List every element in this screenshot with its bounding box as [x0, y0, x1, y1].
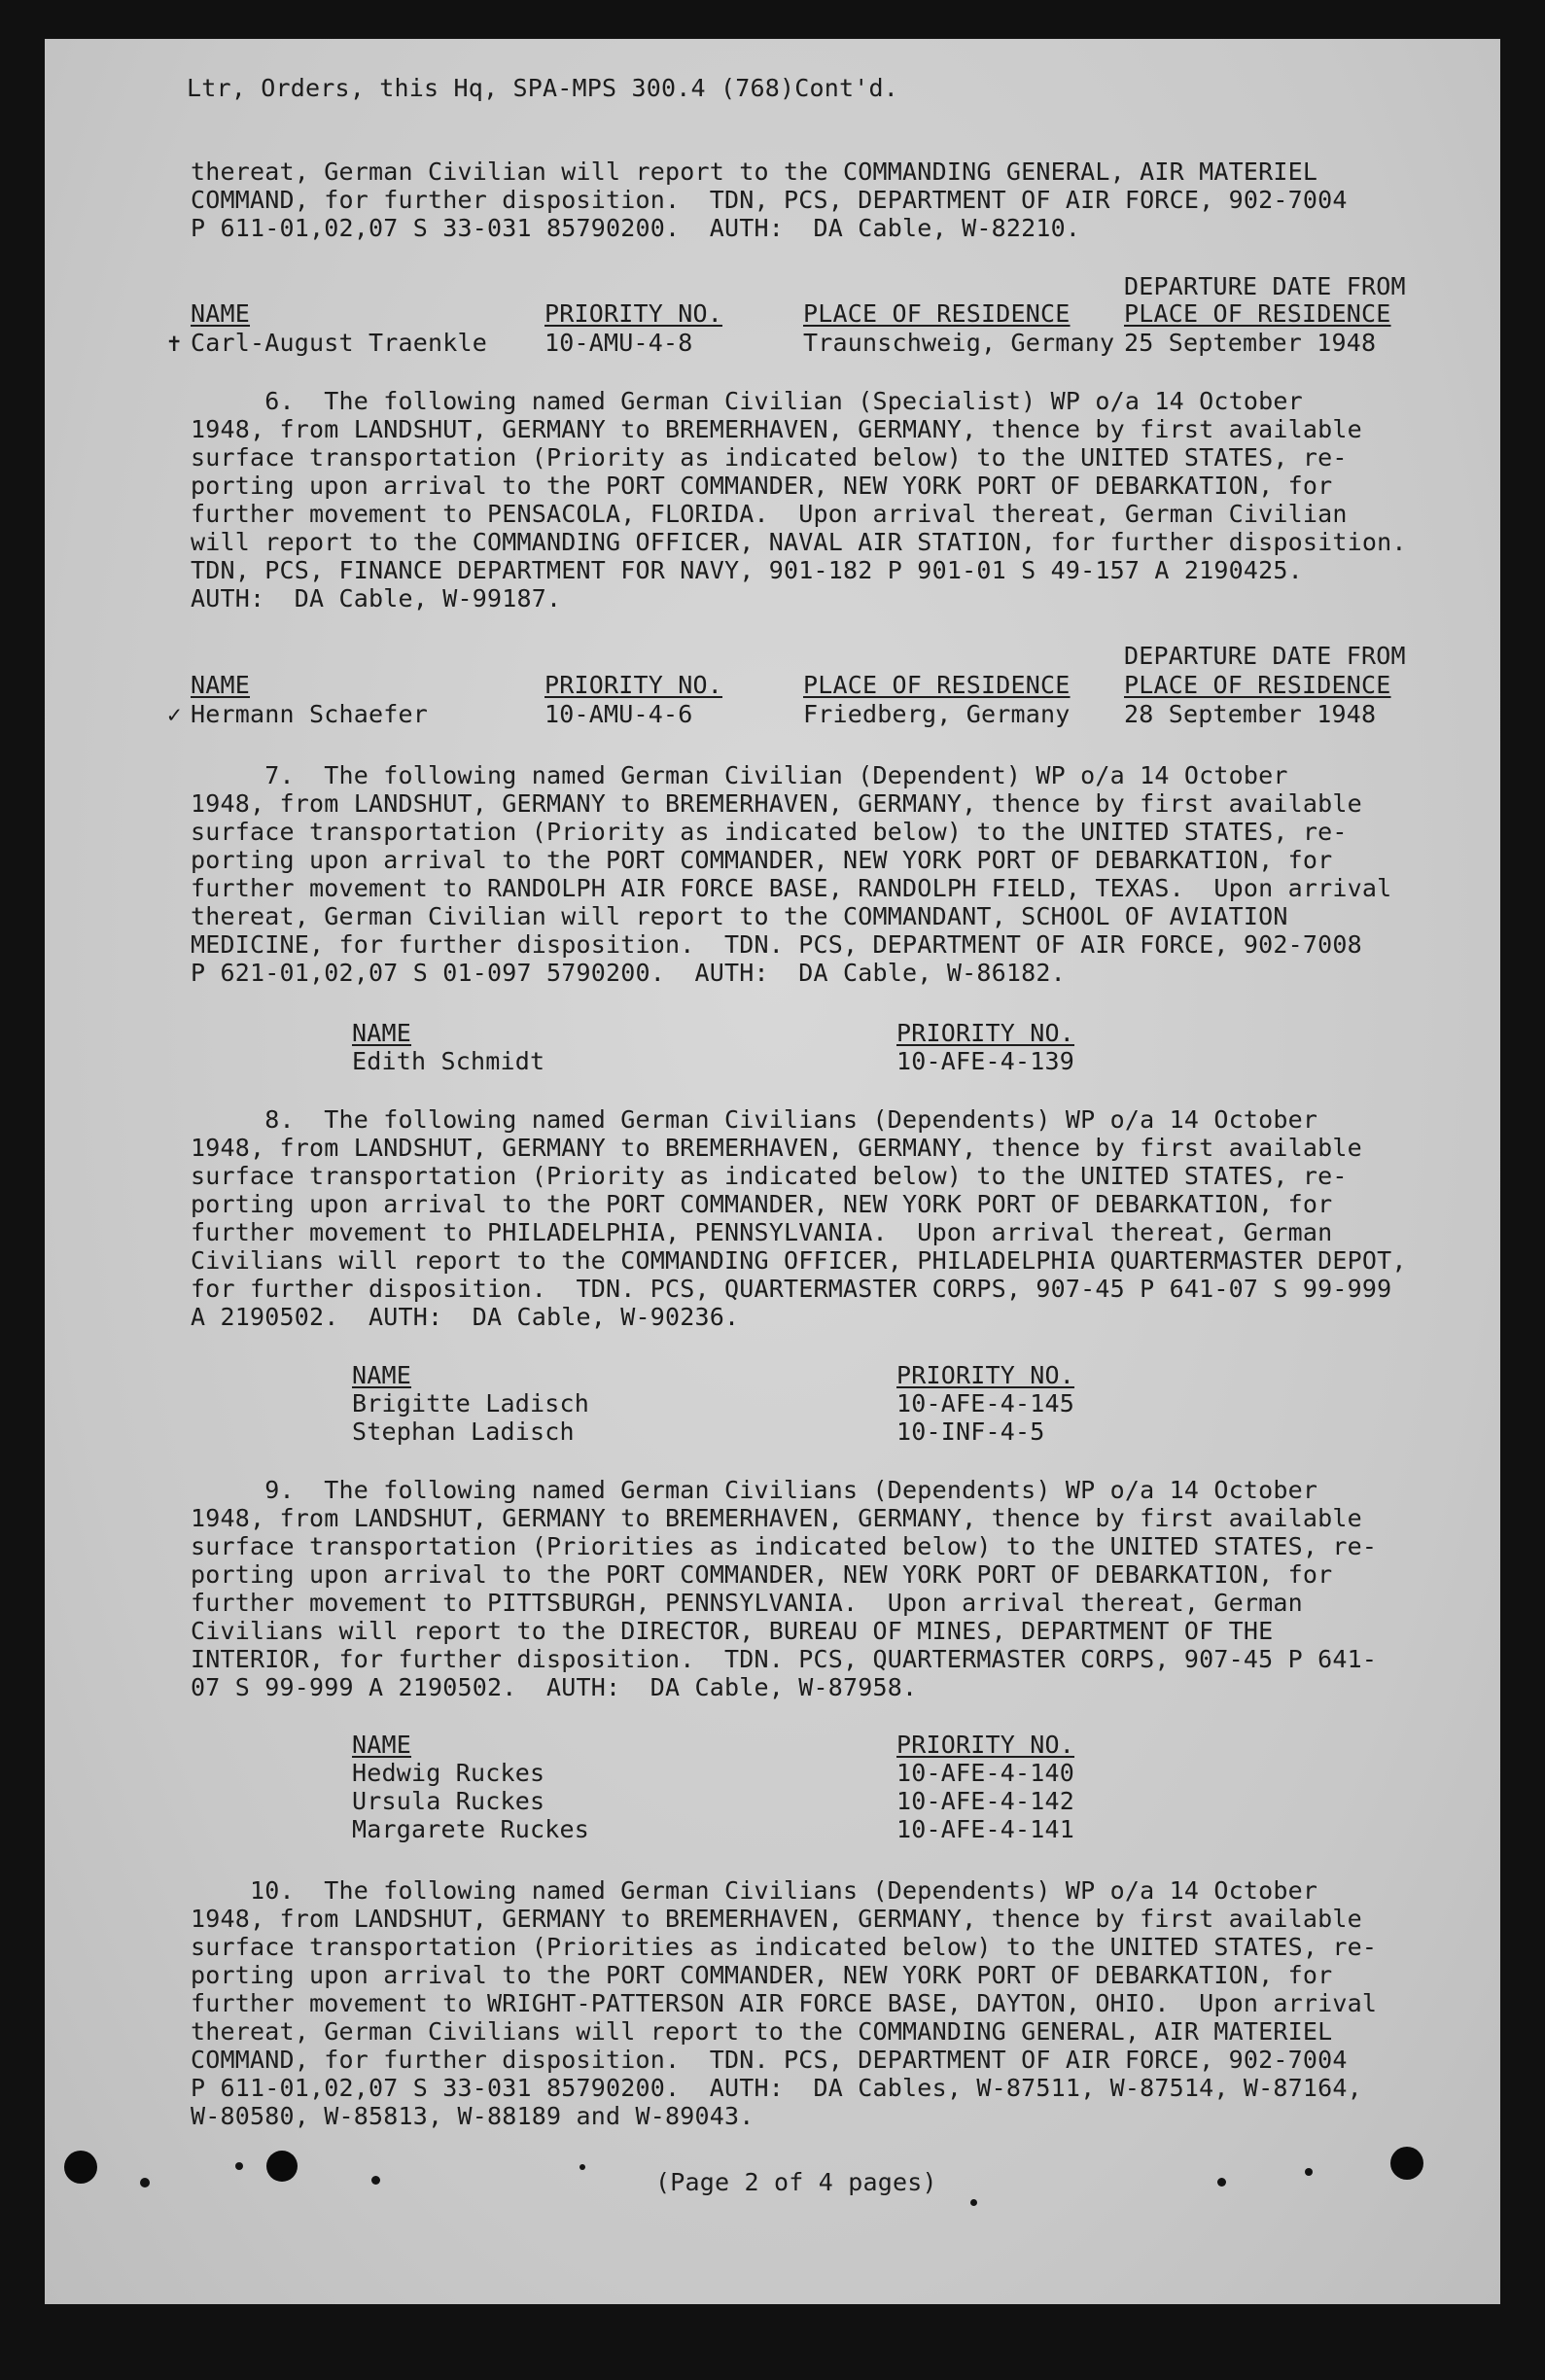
text-line: surface transportation (Priorities as indicated below) to the UNITED STATES, re-: [191, 1532, 1378, 1560]
column-header-name: NAME: [352, 1361, 412, 1389]
table-cell-priority: 10-AFE-4-139: [896, 1047, 1075, 1075]
text-line: further movement to PITTSBURGH, PENNSYLVANIA. Upon arrival thereat, German: [191, 1589, 1303, 1617]
table-cell-departure: 25 September 1948: [1124, 329, 1377, 357]
column-header-name: NAME: [191, 299, 251, 328]
column-header-departure: PLACE OF RESIDENCE: [1124, 671, 1391, 699]
table-cell-name: Edith Schmidt: [352, 1047, 545, 1075]
text-line: COMMAND, for further disposition. TDN. PCS, DEPARTMENT OF AIR FORCE, 902-7004: [191, 2046, 1348, 2074]
text-line: 9. The following named German Civilians (Dependents) WP o/a 14 October: [191, 1476, 1318, 1504]
table-cell-residence: Friedberg, Germany: [803, 700, 1071, 728]
table-cell-priority: 10-AFE-4-145: [896, 1389, 1075, 1418]
text-line: will report to the COMMANDING OFFICER, NAVAL AIR STATION, for further disposition.: [191, 528, 1407, 556]
table-cell-name: Ursula Ruckes: [352, 1787, 545, 1815]
text-line: P 611-01,02,07 S 33-031 85790200. AUTH: DA Cable, W-82210.: [191, 214, 1081, 242]
text-line: thereat, German Civilian will report to the COMMANDING GENERAL, AIR MATERIEL: [191, 158, 1318, 186]
text-line: MEDICINE, for further disposition. TDN. PCS, DEPARTMENT OF AIR FORCE, 902-7008: [191, 930, 1362, 959]
text-line: INTERIOR, for further disposition. TDN. PCS, QUARTERMASTER CORPS, 907-45 P 641-: [191, 1645, 1378, 1673]
text-line: 1948, from LANDSHUT, GERMANY to BREMERHAVEN, GERMANY, thence by first available: [191, 1905, 1362, 1933]
ink-speck: [1217, 2178, 1226, 2187]
table-cell-departure: 28 September 1948: [1124, 700, 1377, 728]
text-line: Civilians will report to the DIRECTOR, BUREAU OF MINES, DEPARTMENT OF THE: [191, 1617, 1274, 1645]
text-line: 8. The following named German Civilians (Dependents) WP o/a 14 October: [191, 1105, 1318, 1134]
text-line: surface transportation (Priority as indicated below) to the UNITED STATES, re-: [191, 1162, 1348, 1190]
table-cell-priority: 10-AMU-4-8: [544, 329, 693, 357]
column-header-departure-top: DEPARTURE DATE FROM: [1124, 272, 1406, 300]
column-header-priority: PRIORITY NO.: [896, 1019, 1075, 1047]
punch-hole: [64, 2151, 97, 2184]
table-cell-name: Stephan Ladisch: [352, 1418, 575, 1446]
text-line: thereat, German Civilian will report to the COMMANDANT, SCHOOL OF AVIATION: [191, 902, 1288, 930]
text-line: further movement to RANDOLPH AIR FORCE BASE, RANDOLPH FIELD, TEXAS. Upon arrival: [191, 874, 1392, 902]
page-footer: (Page 2 of 4 pages): [655, 2168, 937, 2196]
text-line: porting upon arrival to the PORT COMMANDER, NEW YORK PORT OF DEBARKATION, for: [191, 1560, 1333, 1589]
text-line: surface transportation (Priorities as indicated below) to the UNITED STATES, re-: [191, 1933, 1378, 1961]
text-line: 1948, from LANDSHUT, GERMANY to BREMERHAVEN, GERMANY, thence by first available: [191, 1504, 1362, 1532]
column-header-name: NAME: [352, 1731, 412, 1759]
table-cell-priority: 10-INF-4-5: [896, 1418, 1045, 1446]
text-line: porting upon arrival to the PORT COMMANDER, NEW YORK PORT OF DEBARKATION, for: [191, 846, 1333, 874]
text-line: AUTH: DA Cable, W-99187.: [191, 584, 562, 612]
ink-speck: [140, 2178, 150, 2188]
table-cell-name: Brigitte Ladisch: [352, 1389, 590, 1418]
column-header-departure: PLACE OF RESIDENCE: [1124, 299, 1391, 328]
text-line: porting upon arrival to the PORT COMMANDER, NEW YORK PORT OF DEBARKATION, for: [191, 472, 1333, 500]
table-cell-priority: 10-AFE-4-141: [896, 1815, 1075, 1843]
table-cell-priority: 10-AFE-4-142: [896, 1787, 1075, 1815]
text-line: further movement to PENSACOLA, FLORIDA. Upon arrival thereat, German Civilian: [191, 500, 1348, 528]
column-header-residence: PLACE OF RESIDENCE: [803, 299, 1071, 328]
header-reference: Ltr, Orders, this Hq, SPA-MPS 300.4 (768)Cont'd.: [187, 74, 899, 102]
text-line: A 2190502. AUTH: DA Cable, W-90236.: [191, 1303, 740, 1331]
column-header-priority: PRIORITY NO.: [544, 299, 723, 328]
table-cell-name: Hedwig Ruckes: [352, 1759, 545, 1787]
text-line: further movement to PHILADELPHIA, PENNSYLVANIA. Upon arrival thereat, German: [191, 1218, 1333, 1246]
text-line: surface transportation (Priority as indicated below) to the UNITED STATES, re-: [191, 443, 1348, 472]
handwritten-mark: ✝: [167, 330, 182, 357]
punch-hole: [1390, 2147, 1423, 2180]
column-header-name: NAME: [191, 671, 251, 699]
text-line: P 611-01,02,07 S 33-031 85790200. AUTH: DA Cables, W-87511, W-87514, W-87164,: [191, 2074, 1362, 2102]
document-page: [45, 39, 1500, 2304]
table-cell-name: Margarete Ruckes: [352, 1815, 590, 1843]
column-header-priority: PRIORITY NO.: [544, 671, 723, 699]
text-line: Civilians will report to the COMMANDING OFFICER, PHILADELPHIA QUARTERMASTER DEPOT,: [191, 1246, 1407, 1275]
text-line: surface transportation (Priority as indicated below) to the UNITED STATES, re-: [191, 818, 1348, 846]
ink-speck: [235, 2162, 243, 2170]
table-cell-priority: 10-AFE-4-140: [896, 1759, 1075, 1787]
text-line: porting upon arrival to the PORT COMMANDER, NEW YORK PORT OF DEBARKATION, for: [191, 1961, 1333, 1989]
column-header-residence: PLACE OF RESIDENCE: [803, 671, 1071, 699]
punch-hole: [266, 2151, 298, 2182]
handwritten-mark: ✓: [167, 701, 182, 728]
text-line: 1948, from LANDSHUT, GERMANY to BREMERHAVEN, GERMANY, thence by first available: [191, 415, 1362, 443]
text-line: TDN, PCS, FINANCE DEPARTMENT FOR NAVY, 901-182 P 901-01 S 49-157 A 2190425.: [191, 556, 1303, 584]
text-line: 10. The following named German Civilians (Dependents) WP o/a 14 October: [191, 1876, 1318, 1905]
ink-speck: [1305, 2168, 1313, 2176]
ink-speck: [579, 2164, 585, 2170]
column-header-name: NAME: [352, 1019, 412, 1047]
ink-speck: [970, 2199, 977, 2206]
text-line: 1948, from LANDSHUT, GERMANY to BREMERHAVEN, GERMANY, thence by first available: [191, 1134, 1362, 1162]
text-line: P 621-01,02,07 S 01-097 5790200. AUTH: DA Cable, W-86182.: [191, 959, 1066, 987]
table-cell-name: Hermann Schaefer: [191, 700, 429, 728]
text-line: 07 S 99-999 A 2190502. AUTH: DA Cable, W-87958.: [191, 1673, 918, 1701]
text-line: COMMAND, for further disposition. TDN, PCS, DEPARTMENT OF AIR FORCE, 902-7004: [191, 186, 1348, 214]
table-cell-priority: 10-AMU-4-6: [544, 700, 693, 728]
text-line: thereat, German Civilians will report to the COMMANDING GENERAL, AIR MATERIEL: [191, 2017, 1333, 2046]
table-cell-residence: Traunschweig, Germany: [803, 329, 1115, 357]
ink-speck: [371, 2176, 380, 2185]
text-line: W-80580, W-85813, W-88189 and W-89043.: [191, 2102, 755, 2130]
text-line: 1948, from LANDSHUT, GERMANY to BREMERHAVEN, GERMANY, thence by first available: [191, 789, 1362, 818]
column-header-departure-top: DEPARTURE DATE FROM: [1124, 642, 1406, 670]
column-header-priority: PRIORITY NO.: [896, 1361, 1075, 1389]
text-line: 6. The following named German Civilian (Specialist) WP o/a 14 October: [191, 387, 1303, 415]
text-line: for further disposition. TDN. PCS, QUARTERMASTER CORPS, 907-45 P 641-07 S 99-999: [191, 1275, 1392, 1303]
text-line: further movement to WRIGHT-PATTERSON AIR FORCE BASE, DAYTON, OHIO. Upon arrival: [191, 1989, 1378, 2017]
text-line: porting upon arrival to the PORT COMMANDER, NEW YORK PORT OF DEBARKATION, for: [191, 1190, 1333, 1218]
column-header-priority: PRIORITY NO.: [896, 1731, 1075, 1759]
text-line: 7. The following named German Civilian (Dependent) WP o/a 14 October: [191, 761, 1288, 789]
table-cell-name: Carl-August Traenkle: [191, 329, 488, 357]
